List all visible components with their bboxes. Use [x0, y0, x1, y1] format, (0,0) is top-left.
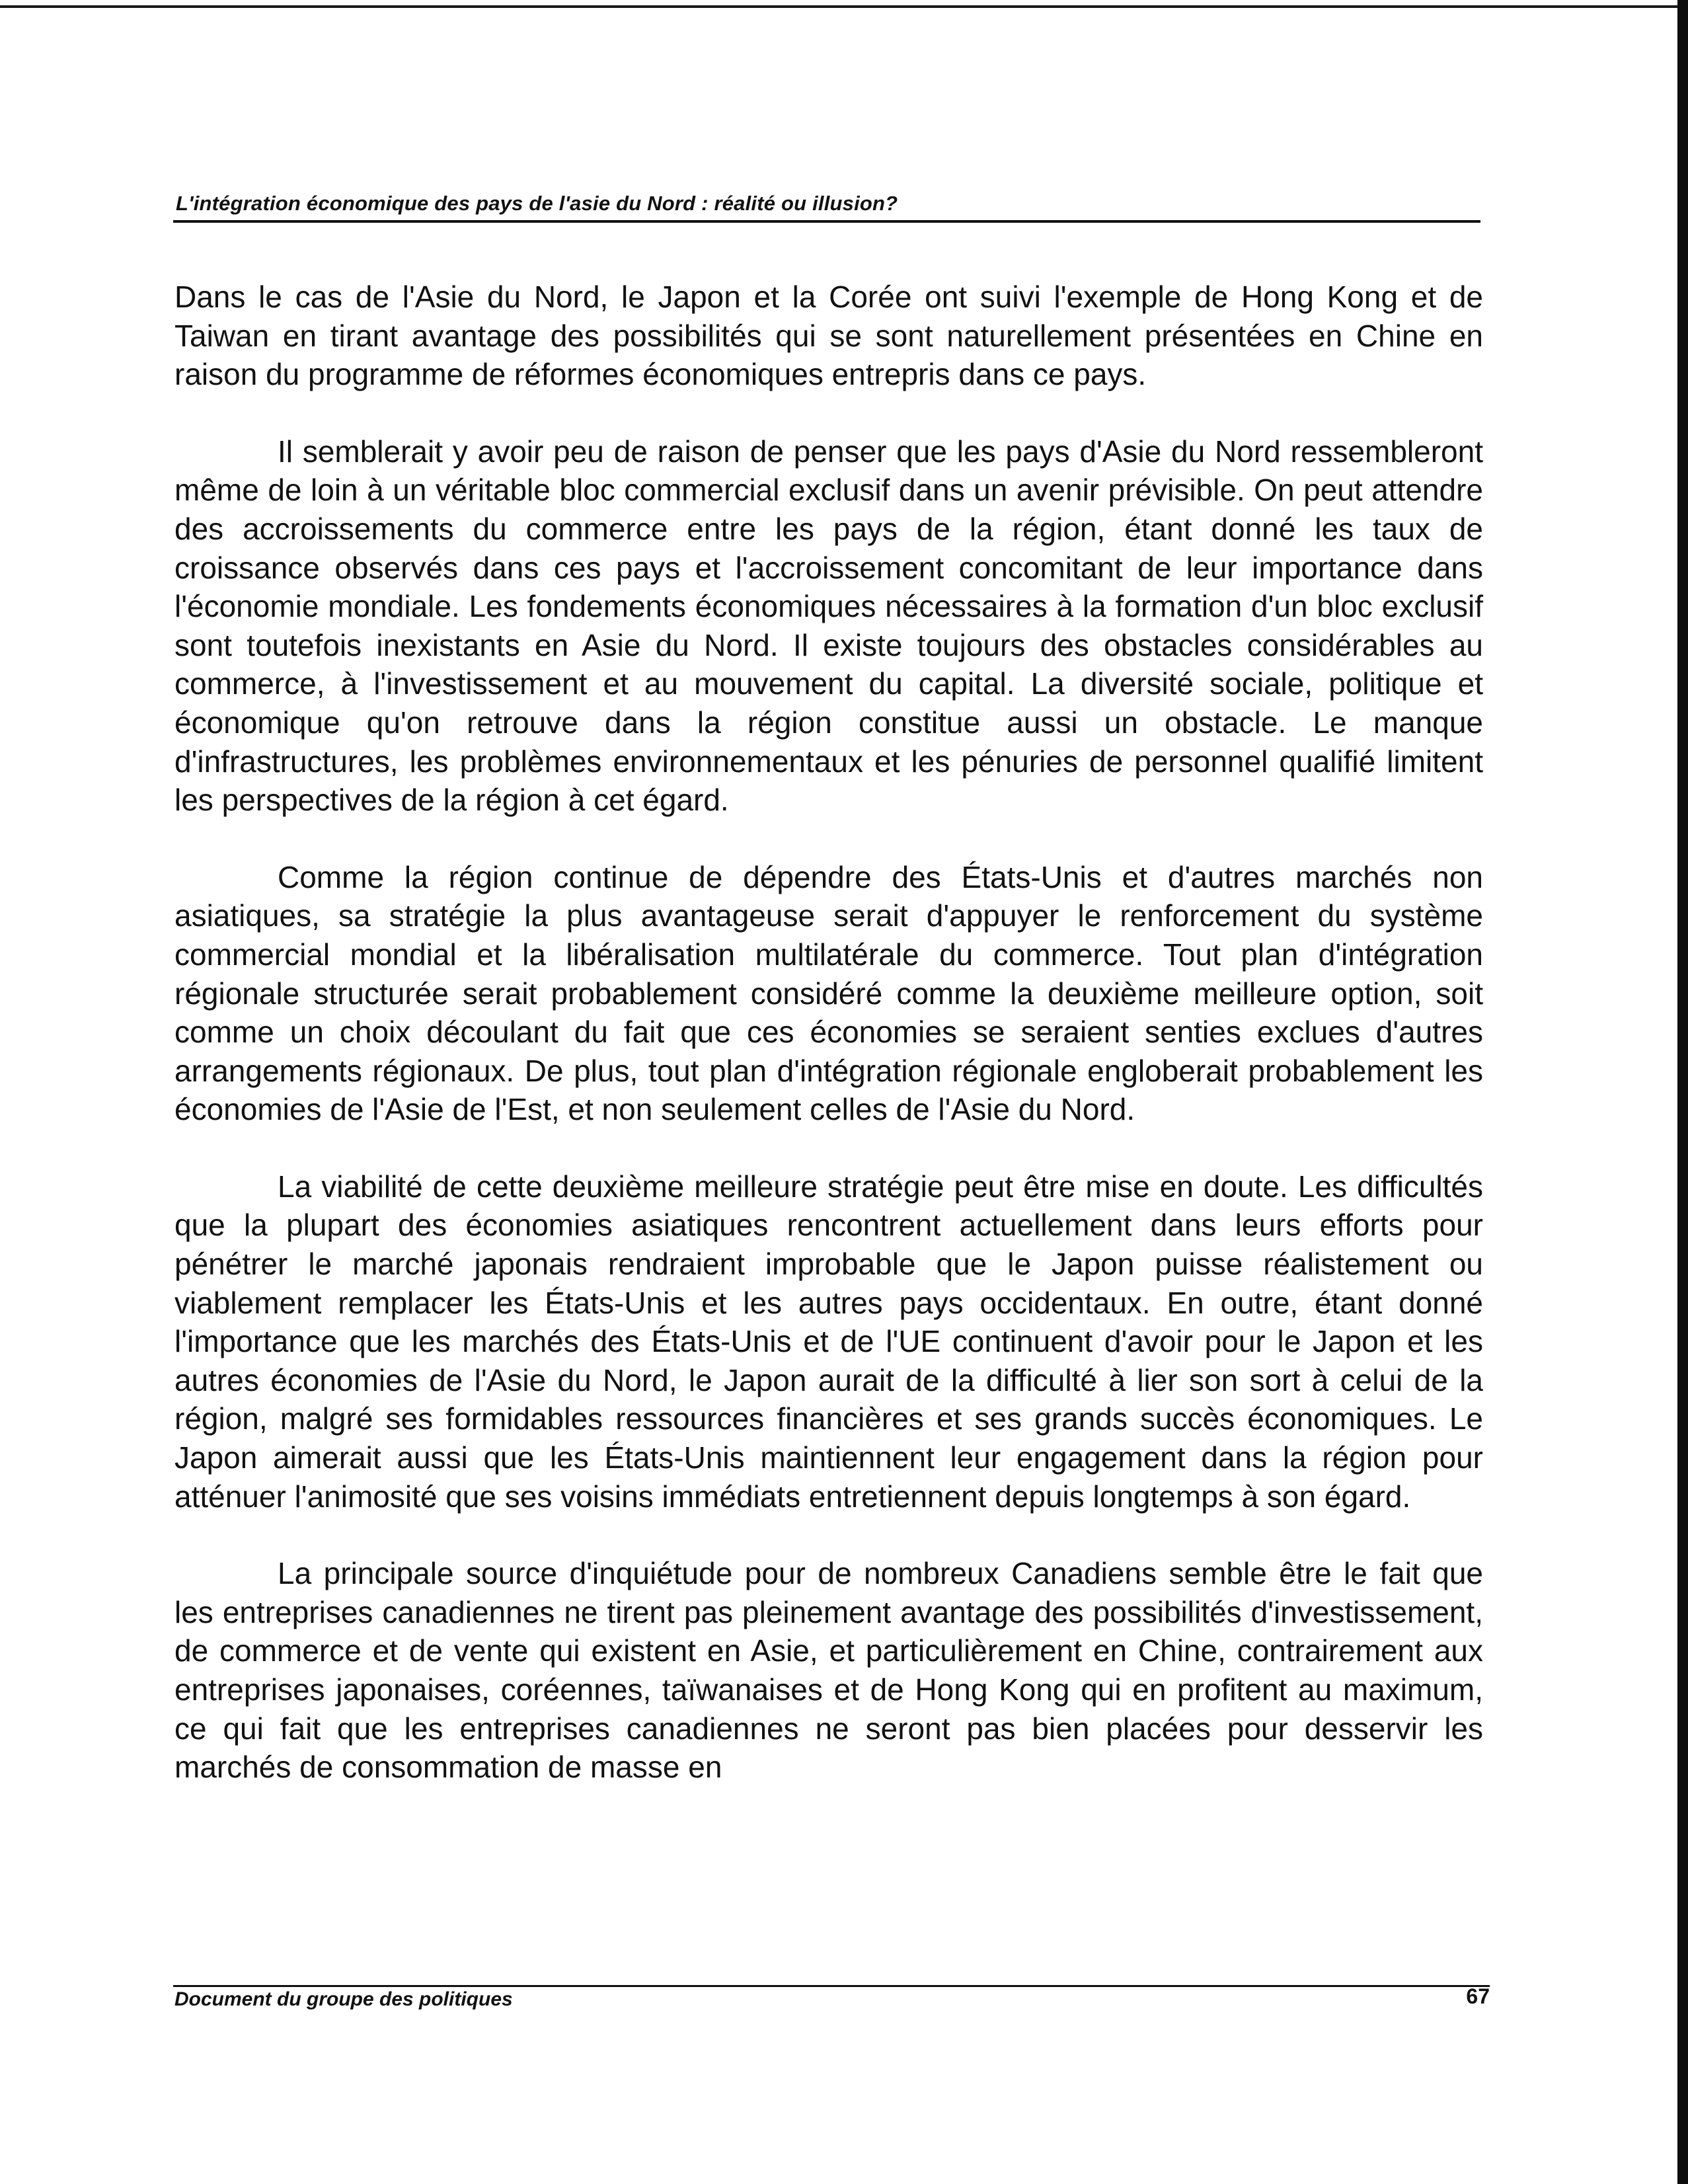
paragraph-3: Comme la région continue de dépendre des États-Unis et d'autres marchés non asiatiques, sa stratégie la plus avantageuse serait d'appuyer le renforcement du système commercial mondial et la libéralisation multilatérale du commerce. Tout plan d'intégration régionale structurée serait probablement considéré comme la deuxième meilleure option, soit comme un choix découlant du fait que ces économies se seraient senties exclues d'autres arrangements régionaux. De plus, tout plan d'intégration régionale engloberait probablement les économies de l'Asie de l'Est, et non seulement celles de l'Asie du Nord.: [174, 859, 1483, 1127]
scan-border-top: [0, 5, 1688, 8]
page-number: 67: [1466, 1984, 1490, 2008]
scan-border-right: [1677, 0, 1688, 2184]
paragraph-1: Dans le cas de l'Asie du Nord, le Japon et la Corée ont suivi l'exemple de Hong Kong et de Taiwan en tirant avantage des possibilités qui se sont naturellement présentées en Chine en raison du programme de réformes économiques entrepris dans ce pays.: [174, 280, 1483, 392]
body-text: [174, 278, 1483, 1825]
paragraph-5: La principale source d'inquiétude pour de nombreux Canadiens semble être le fait que les entreprises canadiennes ne tirent pas pleinement avantage des possibilités d'investissement, de commerce et de vente qui existent en Asie, et particulièrement en Chine, contrairement aux entreprises japonaises, coréennes, taïwanaises et de Hong Kong qui en profitent au maximum, ce qui fait que les entreprises canadiennes ne seront pas bien placées pour desservir les marchés de consommation de masse en: [174, 1556, 1483, 1785]
header-rule: [173, 220, 1480, 223]
paragraph-2: Il semblerait y avoir peu de raison de penser que les pays d'Asie du Nord ressembleront même de loin à un véritable bloc commercial exclusif dans un avenir prévisible. On peut attendre des accroissements du commerce entre les pays de la région, étant donné les taux de croissance observés dans ces pays et l'accroissement concomitant de leur importance dans l'économie mondiale. Les fondements économiques nécessaires à la formation d'un bloc exclusif sont toutefois inexistants en Asie du Nord. Il existe toujours des obstacles considérables au commerce, à l'investissement et au mouvement du capital. La diversité sociale, politique et économique qu'on retrouve dans la région constitue aussi un obstacle. Le manque d'infrastructures, les problèmes environnementaux et les pénuries de personnel qualifié limitent les perspectives de la région à cet égard.: [174, 434, 1483, 818]
footer-rule: [173, 1985, 1490, 1987]
running-header: L'intégration économique des pays de l'asie du Nord : réalité ou illusion?: [176, 192, 898, 215]
paragraph-4: La viabilité de cette deuxième meilleure stratégie peut être mise en doute. Les difficultés que la plupart des économies asiatiques rencontrent actuellement dans leurs efforts pour pénétrer le marché japonais rendraient improbable que le Japon puisse réalistement ou viablement remplacer les États-Unis et les autres pays occidentaux. En outre, étant donné l'importance que les marchés des États-Unis et de l'UE continuent d'avoir pour le Japon et les autres économies de l'Asie du Nord, le Japon aurait de la difficulté à lier son sort à celui de la région, malgré ses formidables ressources financières et ses grands succès économiques. Le Japon aimerait aussi que les États-Unis maintiennent leur engagement dans la région pour atténuer l'animosité que ses voisins immédiats entretiennent depuis longtemps à son égard.: [174, 1169, 1483, 1514]
footer-document-title: Document du groupe des politiques: [174, 1988, 513, 2010]
